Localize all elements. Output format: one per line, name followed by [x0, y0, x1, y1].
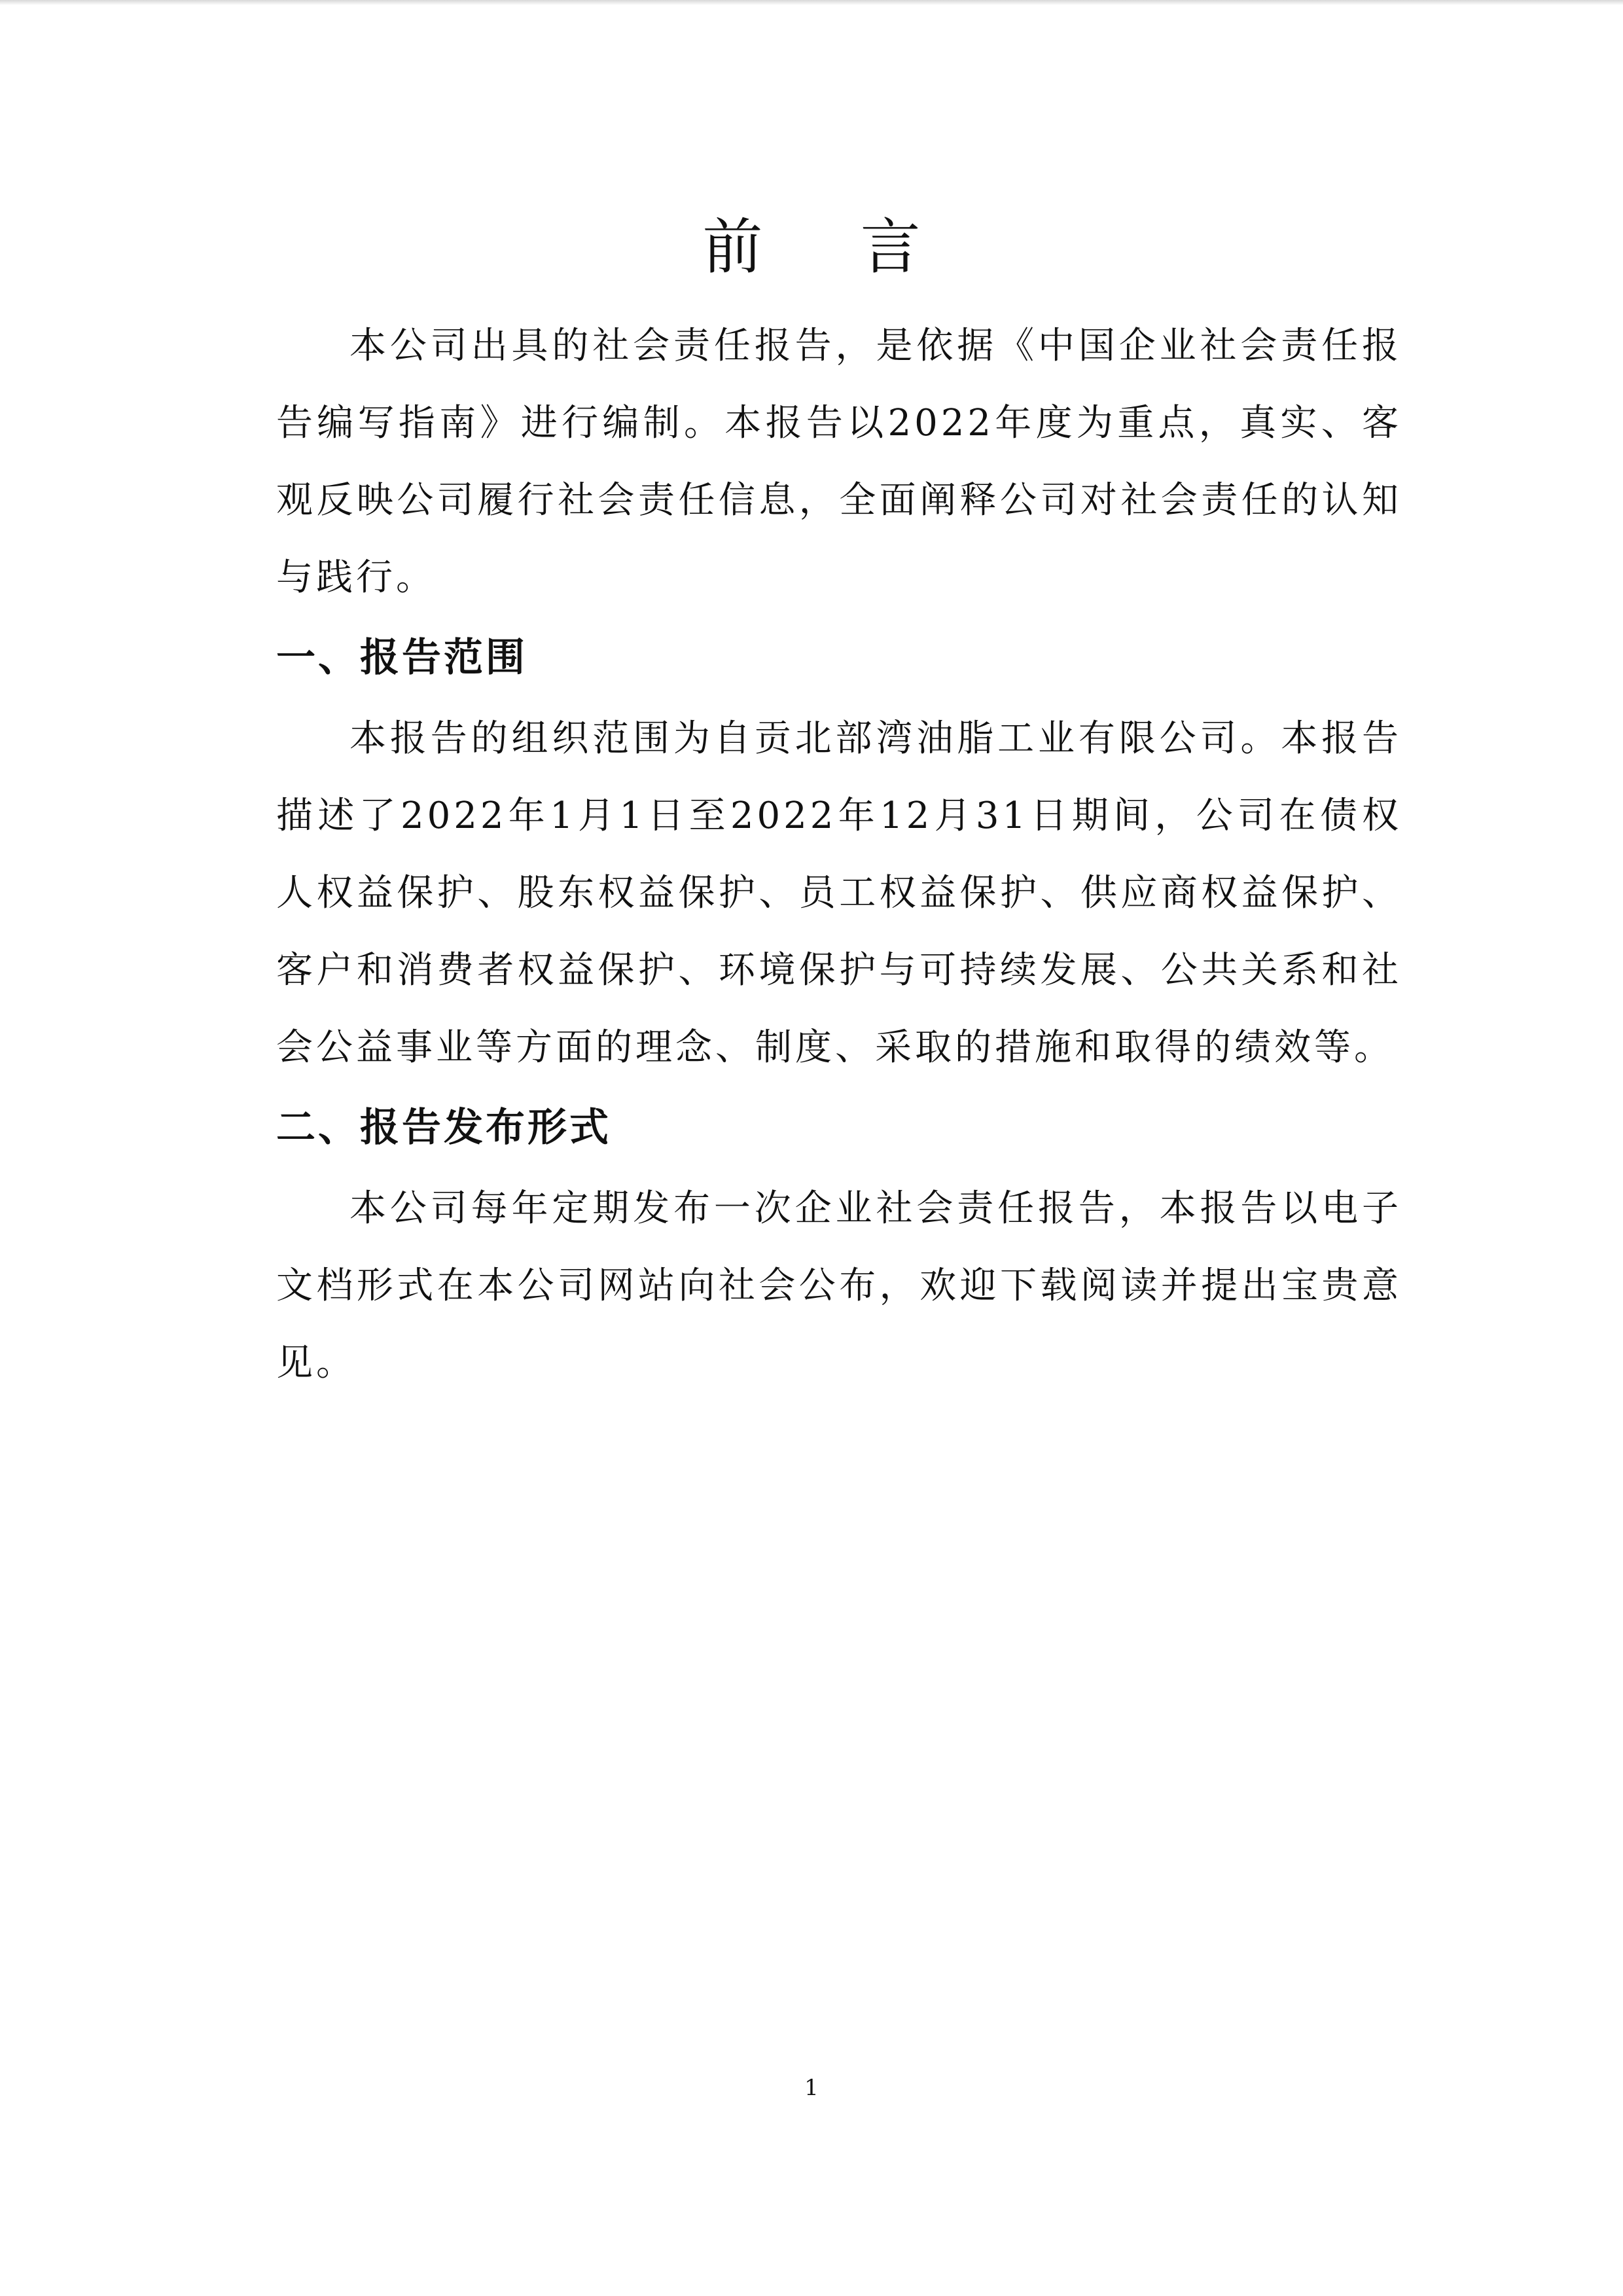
page-title: 前 言 — [702, 212, 960, 282]
scan-edge — [0, 0, 1623, 5]
section-body-publication: 本公司每年定期发布一次企业社会责任报告，本报告以电子文档形式在本公司网站向社会公布，欢迎下载阅读并提出宝贵意见。 — [276, 1187, 1402, 1384]
document-body — [276, 308, 1402, 1402]
section-heading-publication: 二、报告发布形式 — [276, 1105, 611, 1151]
section-heading-scope: 一、报告范围 — [276, 635, 527, 681]
page-number: 1 — [804, 2075, 819, 2101]
section-body-scope: 本报告的组织范围为自贡北部湾油脂工业有限公司。本报告描述了2022年1月1日至2022年12月31日期间，公司在债权人权益保护、股东权益保护、员工权益保护、供应商权益保护、客户和消费者权益保护、环境保护与可持续发展、公共关系和社会公益事业等方面的理念、制度、采取的措施和取得的绩效等。 — [276, 717, 1402, 1069]
intro-paragraph: 本公司出具的社会责任报告，是依据《中国企业社会责任报告编写指南》进行编制。本报告以2022年度为重点，真实、客观反映公司履行社会责任信息，全面阐释公司对社会责任的认知与践行。 — [276, 325, 1402, 599]
